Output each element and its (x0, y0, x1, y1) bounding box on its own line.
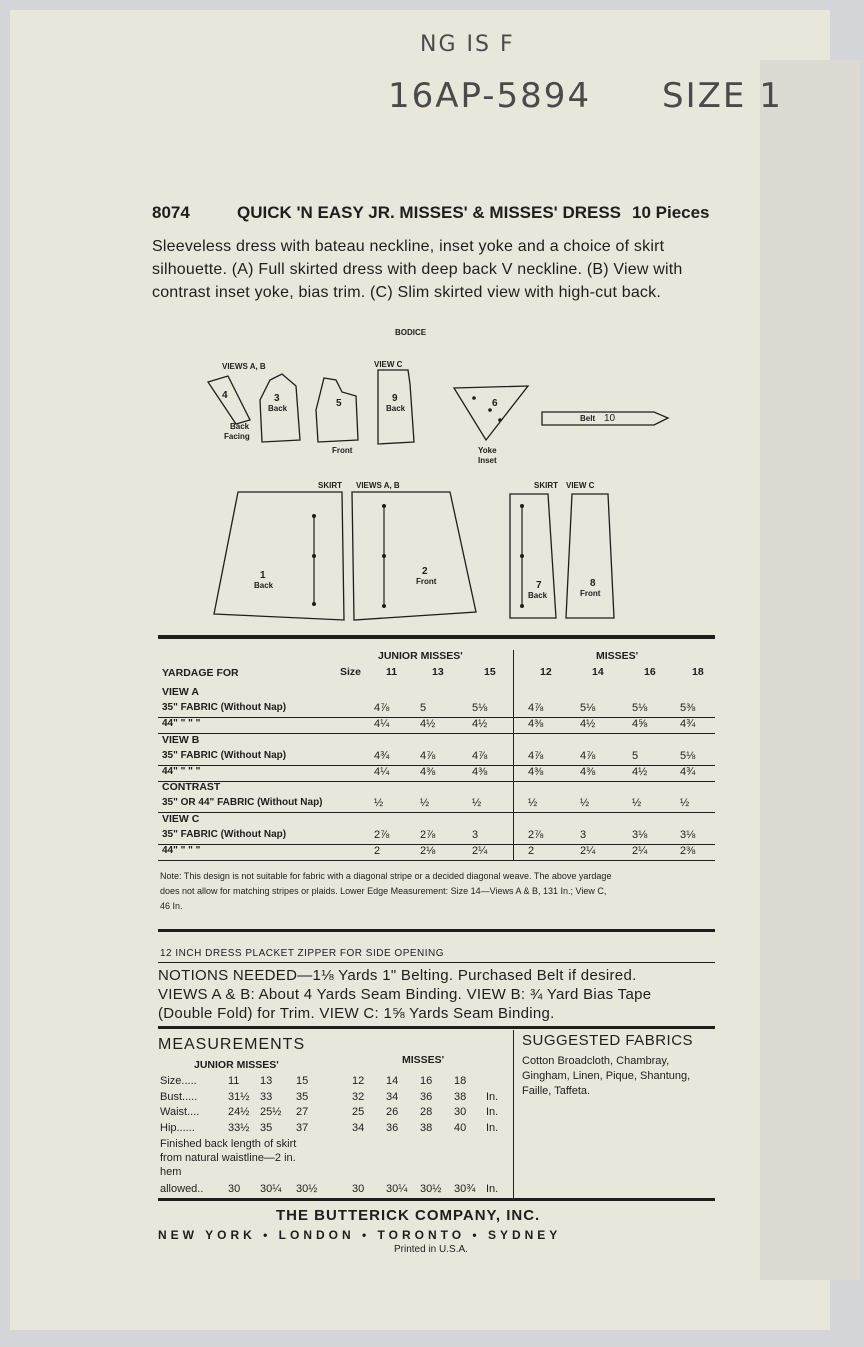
fabric-label: 35" FABRIC (Without Nap) (162, 749, 287, 761)
measurement-value: 12 (352, 1075, 365, 1087)
printed-in: Printed in U.S.A. (394, 1244, 468, 1255)
piece-label: Back (386, 404, 406, 413)
pattern-pieces-diagram (0, 0, 864, 640)
measurement-value: 18 (454, 1075, 467, 1087)
yardage-label: YARDAGE FOR (162, 667, 239, 679)
yardage-value: 2 (528, 845, 535, 857)
label-back-facing: Back (230, 422, 250, 431)
measurement-value: 28 (420, 1106, 433, 1119)
yardage-value: 5⅛ (472, 701, 488, 714)
view-heading: CONTRAST (162, 781, 221, 794)
yardage-value: 2¼ (580, 845, 596, 857)
piece-number: 7 (536, 580, 542, 591)
yardage-value: 4½ (420, 717, 436, 730)
piece-number: 3 (274, 393, 280, 404)
yardage-value: ½ (632, 797, 642, 810)
yardage-value: 4⅜ (420, 765, 436, 778)
row-rule (158, 781, 715, 782)
measurement-label: Waist.... (160, 1106, 200, 1119)
rule (158, 1026, 715, 1029)
measurement-value: 30¼ (386, 1183, 408, 1195)
measurement-label: Hip...... (160, 1121, 195, 1134)
yardage-value: 4¼ (374, 717, 390, 730)
yardage-value: 3 (580, 829, 587, 842)
measurement-label: allowed.. (160, 1183, 204, 1195)
yardage-value: 5⅛ (632, 701, 648, 714)
label-front: Front (332, 446, 353, 455)
size-header: 11 (386, 666, 398, 678)
measurement-value: 33½ (228, 1121, 250, 1134)
rule (158, 962, 715, 963)
measurement-value: 32 (352, 1090, 365, 1103)
description-line: Sleeveless dress with bateau neckline, inset yoke and a choice of skirt (152, 238, 665, 255)
pattern-pieces: 10 Pieces (632, 203, 710, 222)
label-back-facing: Facing (224, 432, 250, 441)
back-length-line: hem (160, 1166, 182, 1178)
piece-number: 10 (604, 413, 616, 424)
piece-label: Front (416, 577, 437, 586)
yardage-value: 2¼ (472, 845, 488, 857)
measurement-value: 35 (260, 1121, 273, 1134)
piece-4-back-facing (208, 376, 250, 424)
measurement-label: Bust..... (160, 1090, 198, 1103)
yardage-value: 2⅞ (374, 829, 390, 842)
yardage-value: 5⅛ (680, 749, 696, 762)
yardage-value: 2⅜ (680, 845, 696, 857)
yardage-value: 2 (374, 845, 381, 857)
size-header: 14 (592, 666, 604, 678)
yardage-value: 2⅞ (528, 829, 544, 842)
notions-line: (Double Fold) for Trim. VIEW C: 1⅝ Yards Seam Binding. (158, 1005, 555, 1022)
measurement-value: 37 (296, 1121, 309, 1134)
label-yoke: Yoke (478, 446, 497, 455)
yardage-value: 5⅜ (680, 701, 696, 714)
row-rule (158, 733, 715, 734)
stamp-top: NG IS F (420, 32, 515, 57)
size-header: 15 (484, 666, 496, 678)
measurement-value: 38 (420, 1121, 433, 1134)
label-skirt: SKIRT (534, 481, 558, 490)
yardage-value: 2⅞ (420, 829, 436, 842)
yardage-value: ½ (374, 797, 384, 810)
measurement-value: 11 (228, 1075, 240, 1087)
note-line: does not allow for matching stripes or plaids. Lower Edge Measurement: Size 14—Views A & B, 131 In.; View C, (160, 886, 607, 896)
yardage-value: 3⅛ (632, 829, 648, 842)
size-header: 16 (644, 666, 656, 678)
note-line: Note: This design is not suitable for fabric with a diagonal stripe or a decided diagonal weave. The above yardage (160, 871, 612, 881)
yardage-value: 2⅛ (420, 845, 436, 857)
piece-number: 6 (492, 398, 498, 409)
measurement-value: 30 (352, 1183, 365, 1195)
unit-label: In. (486, 1121, 499, 1134)
measurement-value: 25 (352, 1106, 365, 1119)
yardage-value: 4½ (472, 717, 488, 730)
piece-number: 9 (392, 393, 398, 404)
size-header: 13 (432, 666, 444, 678)
row-rule (158, 860, 715, 861)
yardage-value: 2¼ (632, 845, 648, 857)
misses-heading: MISSES' (596, 650, 639, 662)
fabric-label: 44" " " " (162, 717, 201, 729)
piece-number: 4 (222, 390, 228, 401)
piece-number: 2 (422, 566, 428, 577)
divider (513, 1030, 514, 1198)
yardage-value: 4¾ (374, 749, 390, 762)
measurement-value: 34 (352, 1121, 365, 1134)
measurement-value: 24½ (228, 1106, 250, 1119)
table-top-rule (158, 635, 715, 639)
yardage-value: 4¾ (680, 765, 696, 778)
label-belt: Belt (580, 414, 596, 423)
measurement-value: 36 (420, 1090, 433, 1103)
measurement-value: 30½ (296, 1183, 318, 1195)
label-inset: Inset (478, 456, 497, 465)
yardage-value: 4½ (580, 717, 596, 730)
measurement-value: 30½ (420, 1183, 442, 1195)
label-skirt: SKIRT (318, 481, 342, 490)
piece-1-back-skirt (214, 492, 344, 620)
measurement-value: 34 (386, 1090, 399, 1103)
rule (158, 929, 715, 932)
pattern-title: QUICK 'N EASY JR. MISSES' & MISSES' DRESS (237, 203, 622, 222)
measurement-value: 14 (386, 1075, 399, 1087)
measurements-misses-heading: MISSES' (402, 1054, 445, 1066)
stamp-size: SIZE 1 (662, 76, 783, 116)
rule (158, 1198, 715, 1201)
yardage-value: 3 (472, 829, 479, 842)
yardage-value: 4⅜ (528, 765, 544, 778)
view-heading: VIEW A (162, 686, 199, 698)
measurement-value: 38 (454, 1090, 467, 1103)
yardage-value: 4⅞ (472, 749, 488, 762)
measurement-value: 36 (386, 1121, 399, 1134)
label-view-c: VIEW C (566, 481, 595, 490)
measurements-junior-heading: JUNIOR MISSES' (194, 1059, 279, 1071)
piece-label: Back (268, 404, 288, 413)
stamp-code: 16AP-5894 (388, 76, 592, 116)
piece-number: 8 (590, 578, 596, 589)
piece-6-yoke-inset (454, 386, 528, 440)
measurements-title: MEASUREMENTS (158, 1036, 306, 1053)
yardage-value: 4¾ (680, 717, 696, 730)
measurement-value: 30¾ (454, 1183, 476, 1195)
yardage-value: ½ (472, 797, 482, 810)
fabrics-line: Gingham, Linen, Pique, Shantung, (522, 1070, 691, 1082)
yardage-value: 4⅞ (528, 701, 544, 714)
piece-label: Back (254, 581, 274, 590)
measurement-value: 40 (454, 1121, 467, 1134)
yardage-value: ½ (528, 797, 538, 810)
measurement-value: 30 (454, 1106, 467, 1119)
label-views-ab: VIEWS A, B (356, 481, 400, 490)
zipper-note: 12 INCH DRESS PLACKET ZIPPER FOR SIDE OPENING (160, 948, 445, 959)
notions-line: NOTIONS NEEDED—1⅛ Yards 1" Belting. Purchased Belt if desired. (158, 967, 637, 984)
yardage-value: 5 (632, 749, 639, 762)
piece-8-front-skirt (566, 494, 614, 618)
table-divider (513, 650, 514, 860)
piece-5-front (316, 378, 358, 442)
yardage-value: 3⅛ (680, 829, 696, 842)
label-views-ab: VIEWS A, B (222, 362, 266, 371)
yardage-value: ½ (420, 797, 430, 810)
pattern-number: 8074 (152, 203, 190, 222)
label-bodice: BODICE (395, 328, 427, 337)
piece-number: 1 (260, 570, 266, 581)
row-rule (158, 812, 715, 813)
fabric-label: 44" " " " (162, 845, 201, 856)
yardage-value: 4⅜ (528, 717, 544, 730)
measurement-value: 26 (386, 1106, 399, 1119)
fabrics-title: SUGGESTED FABRICS (522, 1032, 694, 1049)
yardage-value: 5⅛ (580, 701, 596, 714)
measurement-value: 30¼ (260, 1183, 282, 1195)
piece-number: 5 (336, 398, 342, 409)
unit-label: In. (486, 1090, 499, 1103)
company-cities: NEW YORK • LONDON • TORONTO • SYDNEY (158, 1228, 562, 1242)
measurement-value: 15 (296, 1075, 309, 1087)
yardage-value: 4⅞ (580, 749, 596, 762)
yardage-value: 5 (420, 701, 427, 714)
yardage-value: 4⅞ (374, 701, 390, 714)
size-header: 12 (540, 666, 552, 678)
yardage-value: 4⅝ (632, 717, 648, 730)
view-heading: VIEW B (162, 733, 200, 746)
description-line: contrast inset yoke, bias trim. (C) Slim skirted view with high-cut back. (152, 284, 661, 301)
yardage-value: 4¼ (374, 765, 390, 778)
fabric-label: 35" FABRIC (Without Nap) (162, 701, 287, 713)
size-label: Size (340, 666, 362, 678)
measurement-value: 30 (228, 1183, 241, 1195)
yardage-value: 4⅞ (528, 749, 544, 762)
piece-label: Front (580, 589, 601, 598)
fabric-label: 35" FABRIC (Without Nap) (162, 829, 287, 841)
unit-label: In. (486, 1106, 499, 1119)
view-heading: VIEW C (162, 813, 200, 826)
yardage-value: 4⅜ (580, 765, 596, 778)
fabric-label: 35" OR 44" FABRIC (Without Nap) (162, 797, 323, 809)
fabric-label: 44" " " " (162, 765, 201, 777)
piece-label: Back (528, 591, 548, 600)
back-length-line: Finished back length of skirt (160, 1138, 297, 1150)
measurement-value: 33 (260, 1090, 273, 1103)
yardage-value: 4½ (632, 765, 648, 778)
description-line: silhouette. (A) Full skirted dress with deep back V neckline. (B) View with (152, 261, 683, 278)
fabrics-line: Cotton Broadcloth, Chambray, (522, 1055, 670, 1067)
yardage-value: 4⅜ (472, 765, 488, 778)
label-view-c: VIEW C (374, 360, 403, 369)
measurement-value: 27 (296, 1106, 309, 1119)
fabrics-line: Faille, Taffeta. (522, 1085, 591, 1097)
measurement-value: 25½ (260, 1106, 282, 1119)
measurement-value: 35 (296, 1090, 309, 1103)
measurement-value: 13 (260, 1075, 273, 1087)
junior-misses-heading: JUNIOR MISSES' (378, 650, 463, 662)
notions-line: VIEWS A & B: About 4 Yards Seam Binding. VIEW B: ¾ Yard Bias Tape (158, 986, 652, 1003)
measurement-label: Size..... (160, 1075, 197, 1087)
measurement-value: 31½ (228, 1090, 250, 1103)
yardage-value: 4⅞ (420, 749, 436, 762)
company-name: THE BUTTERICK COMPANY, INC. (276, 1207, 541, 1224)
measurement-value: 16 (420, 1075, 433, 1087)
back-length-line: from natural waistline—2 in. (160, 1152, 296, 1164)
note-line: 46 In. (160, 901, 183, 911)
size-header: 18 (692, 666, 704, 678)
yardage-value: ½ (680, 797, 690, 810)
yardage-value: ½ (580, 797, 590, 810)
unit-label: In. (486, 1183, 499, 1195)
piece-2-front-skirt (352, 492, 476, 620)
